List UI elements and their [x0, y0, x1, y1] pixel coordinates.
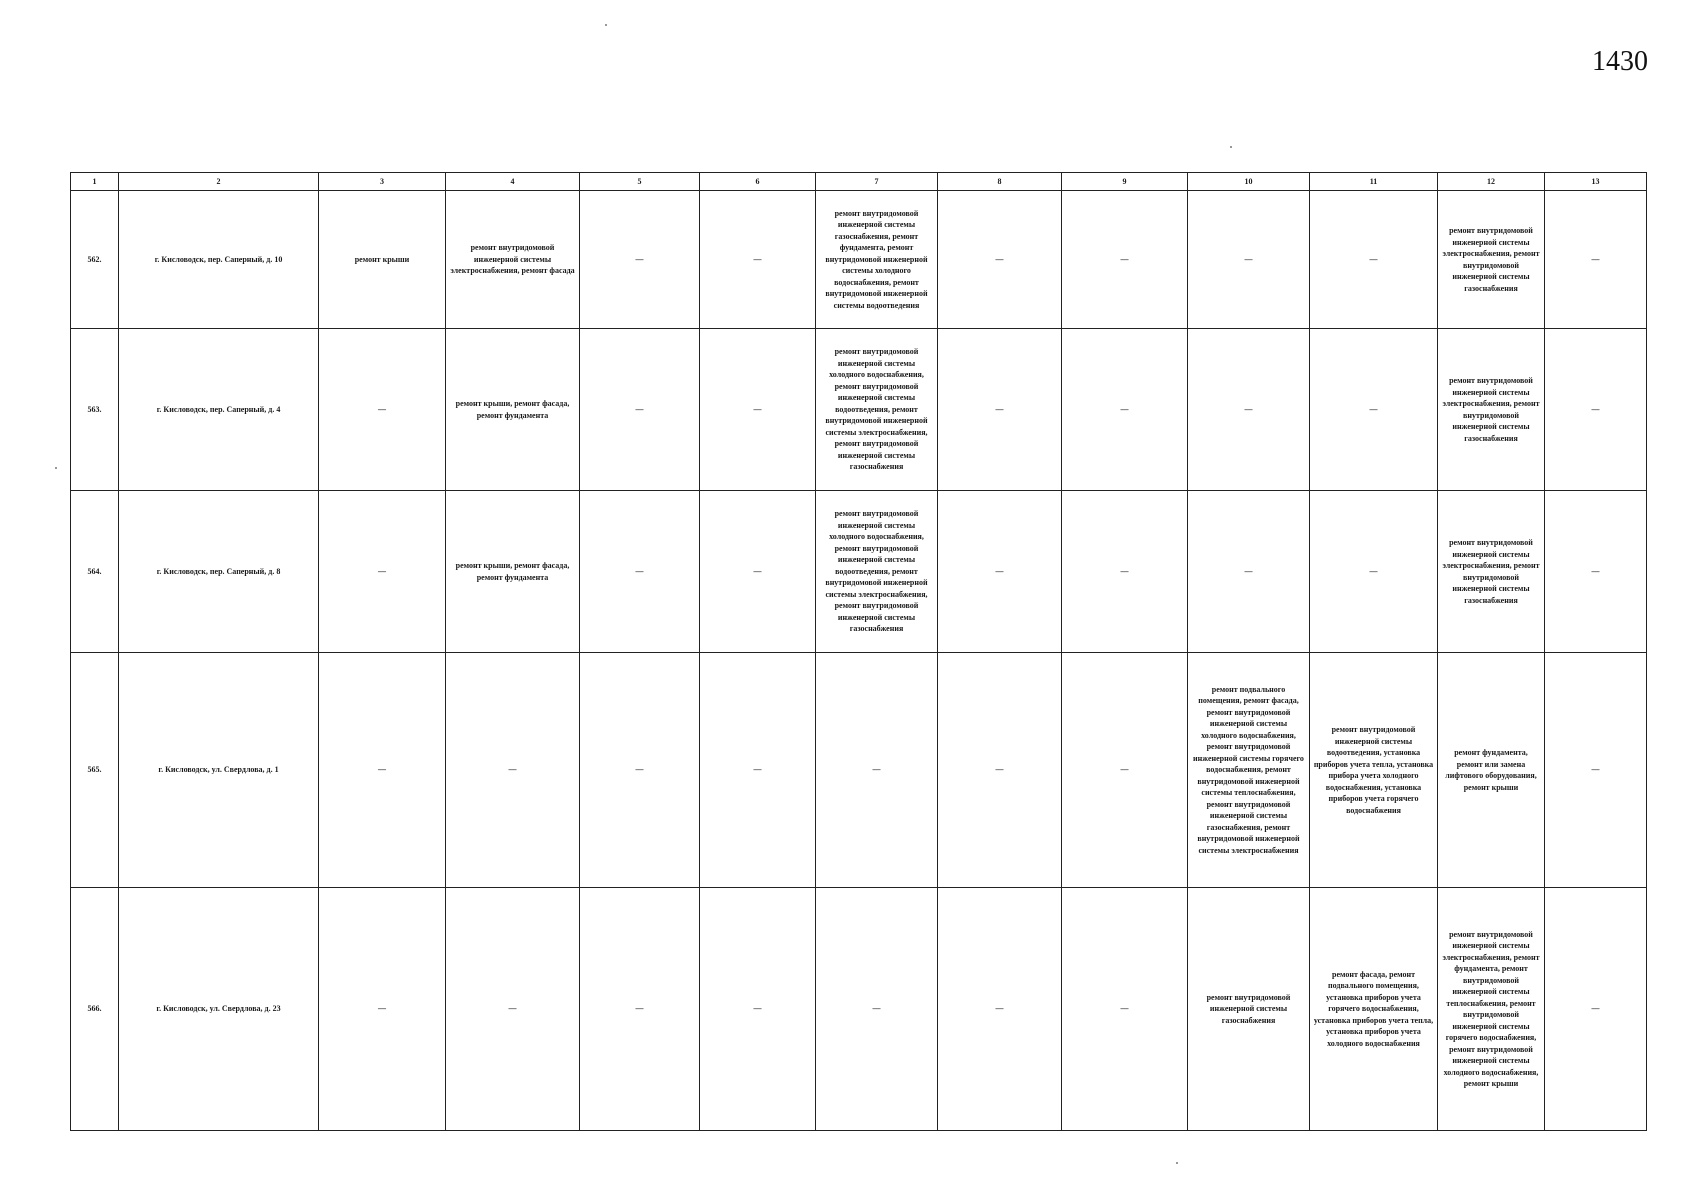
row-number: 565. — [71, 653, 119, 888]
empty-cell — [938, 888, 1062, 1131]
dash-mark: — — [635, 1004, 644, 1014]
column-header: 1 — [71, 173, 119, 191]
address-cell: г. Кисловодск, ул. Свердлова, д. 23 — [119, 888, 319, 1131]
empty-cell — [319, 329, 446, 491]
dash-mark: — — [378, 765, 386, 775]
dash-mark: — — [1369, 254, 1378, 264]
empty-cell — [1310, 329, 1438, 491]
empty-cell — [1310, 491, 1438, 653]
dash-mark: — — [872, 1004, 881, 1014]
column-header: 13 — [1545, 173, 1647, 191]
dash-mark: — — [635, 254, 644, 264]
dash-mark: — — [1369, 404, 1378, 414]
dash-mark: — — [1591, 765, 1600, 775]
page-number: 1430 — [1592, 46, 1648, 77]
empty-cell — [446, 888, 580, 1131]
dash-mark: — — [995, 1004, 1004, 1014]
empty-cell — [1545, 491, 1647, 653]
work-cell: ремонт внутридомовой инженерной системы водоотведения, установка приборов учета тепла, установка прибора учета холодного водоснабжения, установка приборов учета горячего водоснабжения — [1310, 653, 1438, 888]
dash-mark: — — [753, 765, 762, 775]
dash-mark: — — [378, 566, 386, 576]
work-cell: ремонт внутридомовой инженерной системы электроснабжения, ремонт фундамента, ремонт внутридомовой инженерной системы теплоснабжения, ремонт внутридомовой инженерной системы горячего водоснабжения, ремонт внутридомовой инженерной системы холодного водоснабжения, ремонт крыши — [1438, 888, 1545, 1131]
empty-cell — [1062, 329, 1188, 491]
dash-mark: — — [508, 765, 517, 775]
dash-mark: — — [753, 1004, 762, 1014]
empty-cell — [700, 491, 816, 653]
empty-cell — [319, 653, 446, 888]
empty-cell — [938, 653, 1062, 888]
table-row — [71, 329, 1647, 491]
empty-cell — [1062, 191, 1188, 329]
work-cell: ремонт подвального помещения, ремонт фасада, ремонт внутридомовой инженерной системы холодного водоснабжения, ремонт внутридомовой инженерной системы горячего водоснабжения, ремонт внутридомовой инженерной системы теплоснабжения, ремонт внутридомовой инженерной системы газоснабжения, ремонт внутридомовой инженерной системы электроснабжения — [1188, 653, 1310, 888]
empty-cell — [319, 888, 446, 1131]
dash-mark: — — [1591, 566, 1600, 576]
empty-cell — [700, 191, 816, 329]
table-row — [71, 653, 1647, 888]
dash-mark: — — [995, 404, 1004, 414]
row-number: 564. — [71, 491, 119, 653]
empty-cell — [1188, 329, 1310, 491]
column-header: 8 — [938, 173, 1062, 191]
row-number: 563. — [71, 329, 119, 491]
dash-mark: — — [1244, 404, 1253, 414]
empty-cell — [580, 329, 700, 491]
empty-cell — [580, 491, 700, 653]
dash-mark: — — [753, 404, 762, 414]
dash-mark: — — [635, 566, 644, 576]
row-number: 562. — [71, 191, 119, 329]
column-header: 6 — [700, 173, 816, 191]
work-cell: ремонт внутридомовой инженерной системы холодного водоснабжения, ремонт внутридомовой инженерной системы водоотведения, ремонт внутридомовой инженерной системы электроснабжения, ремонт внутридомовой инженерной системы газоснабжения — [816, 329, 938, 491]
empty-cell — [1545, 888, 1647, 1131]
work-cell: ремонт внутридомовой инженерной системы газоснабжения, ремонт фундамента, ремонт внутридомовой инженерной системы холодного водоснабжения, ремонт внутридомовой инженерной системы водоотведения — [816, 191, 938, 329]
dash-mark: — — [995, 566, 1004, 576]
dash-mark: — — [1120, 765, 1129, 775]
empty-cell — [700, 653, 816, 888]
column-header: 7 — [816, 173, 938, 191]
empty-cell — [938, 329, 1062, 491]
dash-mark: — — [635, 765, 644, 775]
empty-cell — [1062, 491, 1188, 653]
column-header: 2 — [119, 173, 319, 191]
empty-cell — [700, 329, 816, 491]
empty-cell — [1188, 191, 1310, 329]
empty-cell — [1310, 191, 1438, 329]
empty-cell — [816, 653, 938, 888]
column-header: 5 — [580, 173, 700, 191]
scan-speck — [55, 467, 57, 469]
work-cell: ремонт внутридомовой инженерной системы холодного водоснабжения, ремонт внутридомовой инженерной системы водоотведения, ремонт внутридомовой инженерной системы электроснабжения, ремонт внутридомовой инженерной системы газоснабжения — [816, 491, 938, 653]
table-row — [71, 191, 1647, 329]
empty-cell — [938, 491, 1062, 653]
dash-mark: — — [1369, 566, 1378, 576]
work-cell: ремонт внутридомовой инженерной системы газоснабжения — [1188, 888, 1310, 1131]
column-number-row — [71, 173, 1647, 191]
work-cell: ремонт крыши — [319, 191, 446, 329]
column-header: 9 — [1062, 173, 1188, 191]
work-cell: ремонт внутридомовой инженерной системы электроснабжения, ремонт внутридомовой инженерной системы газоснабжения — [1438, 329, 1545, 491]
empty-cell — [580, 191, 700, 329]
empty-cell — [1062, 888, 1188, 1131]
empty-cell — [700, 888, 816, 1131]
work-cell: ремонт фундамента, ремонт или замена лифтового оборудования, ремонт крыши — [1438, 653, 1545, 888]
dash-mark: — — [378, 404, 386, 414]
empty-cell — [580, 653, 700, 888]
repair-schedule-table — [70, 172, 1647, 1131]
address-cell: г. Кисловодск, пер. Саперный, д. 10 — [119, 191, 319, 329]
empty-cell — [1188, 491, 1310, 653]
address-cell: г. Кисловодск, пер. Саперный, д. 4 — [119, 329, 319, 491]
empty-cell — [319, 491, 446, 653]
dash-mark: — — [378, 1004, 386, 1014]
column-header: 3 — [319, 173, 446, 191]
empty-cell — [816, 888, 938, 1131]
empty-cell — [1062, 653, 1188, 888]
work-cell: ремонт фасада, ремонт подвального помещения, установка приборов учета горячего водоснабжения, установка приборов учета тепла, установка приборов учета холодного водоснабжения — [1310, 888, 1438, 1131]
dash-mark: — — [1591, 254, 1600, 264]
empty-cell — [938, 191, 1062, 329]
empty-cell — [580, 888, 700, 1131]
empty-cell — [1545, 653, 1647, 888]
table-row — [71, 888, 1647, 1131]
dash-mark: — — [1120, 404, 1129, 414]
table-row — [71, 491, 1647, 653]
empty-cell — [446, 653, 580, 888]
address-cell: г. Кисловодск, ул. Свердлова, д. 1 — [119, 653, 319, 888]
dash-mark: — — [1120, 254, 1129, 264]
dash-mark: — — [995, 765, 1004, 775]
dash-mark: — — [872, 765, 881, 775]
scan-speck — [605, 24, 607, 26]
dash-mark: — — [753, 566, 762, 576]
empty-cell — [1545, 329, 1647, 491]
address-cell: г. Кисловодск, пер. Саперный, д. 8 — [119, 491, 319, 653]
scan-speck — [1230, 146, 1232, 148]
column-header: 12 — [1438, 173, 1545, 191]
empty-cell — [1545, 191, 1647, 329]
dash-mark: — — [1120, 1004, 1129, 1014]
column-header: 4 — [446, 173, 580, 191]
dash-mark: — — [1244, 254, 1253, 264]
dash-mark: — — [508, 1004, 517, 1014]
column-header: 11 — [1310, 173, 1438, 191]
dash-mark: — — [635, 404, 644, 414]
scan-speck — [1176, 1162, 1178, 1164]
work-cell: ремонт внутридомовой инженерной системы электроснабжения, ремонт внутридомовой инженерной системы газоснабжения — [1438, 491, 1545, 653]
dash-mark: — — [753, 254, 762, 264]
work-cell: ремонт внутридомовой инженерной системы электроснабжения, ремонт внутридомовой инженерной системы газоснабжения — [1438, 191, 1545, 329]
dash-mark: — — [995, 254, 1004, 264]
work-cell: ремонт крыши, ремонт фасада, ремонт фундамента — [446, 491, 580, 653]
dash-mark: — — [1591, 404, 1600, 414]
work-cell: ремонт внутридомовой инженерной системы электроснабжения, ремонт фасада — [446, 191, 580, 329]
work-cell: ремонт крыши, ремонт фасада, ремонт фундамента — [446, 329, 580, 491]
row-number: 566. — [71, 888, 119, 1131]
column-header: 10 — [1188, 173, 1310, 191]
dash-mark: — — [1591, 1004, 1600, 1014]
dash-mark: — — [1120, 566, 1129, 576]
dash-mark: — — [1244, 566, 1253, 576]
